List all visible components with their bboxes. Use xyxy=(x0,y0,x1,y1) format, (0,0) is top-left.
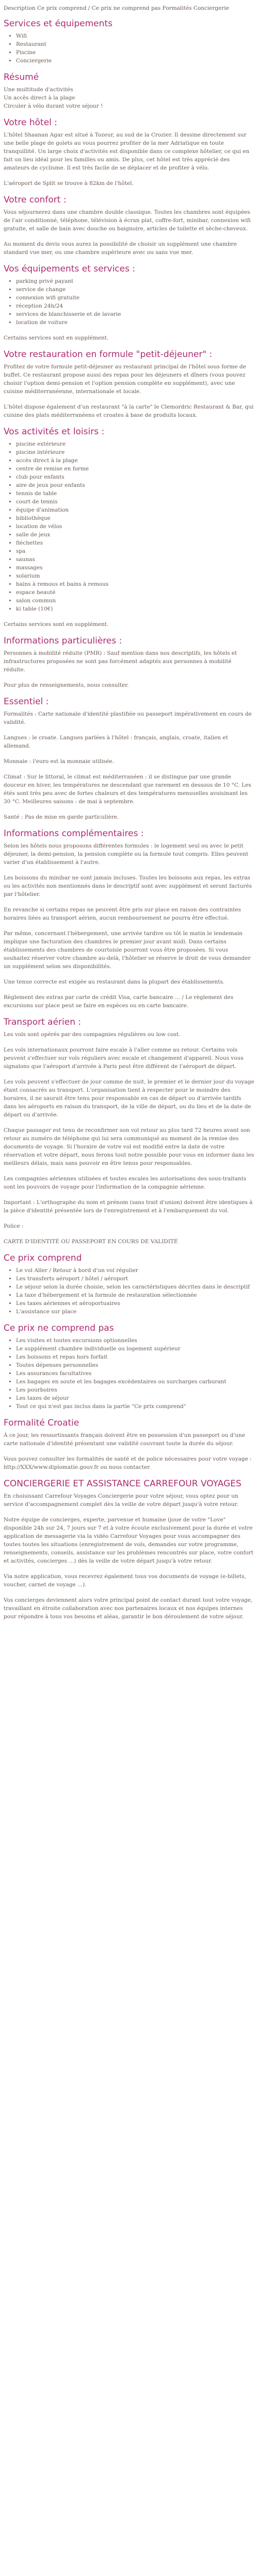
hotel-paragraph: L'hôtel Shaanan Agar est situé à Tozeur, au sud de la Crozier. Il dessine directement sur une belle plage de golets au vous pourrez profiter de la mer Adriatique en toute tranquillité. Un large choix d'activités est disponible dans ce complexe hôtelier, ce qui en fait un lieu idéal pour les familles ou amis. De plus, cet hôtel est très apprécié des amateurs de cyclisme. Il est très facile de se déplacer et de profiter à vélo. xyxy=(4,132,250,171)
description-block xyxy=(4,4,254,12)
list-item: • piscine extérieure xyxy=(16,440,254,448)
list-item: • Les pourboires xyxy=(16,1386,254,1394)
list-item: • Le vol Aller / Retour à bord d'un vol régulier xyxy=(16,1266,254,1275)
exclus-list xyxy=(4,1336,254,1411)
essentiel-paragraph: Climat : Sur le littoral, le climat est méditerranéen : il se distingue par une grande douceur en hiver, les températures ne descendant que rarement en dessous de 10 °C. Les étés sont très peu avec de fortes chaleurs et des températures mensuelles avoisinant les 30 °C. Meilleures saisons : de mai à septembre. xyxy=(4,774,251,805)
list-item: • solarium xyxy=(16,572,254,580)
list-item: • accès direct à la plage xyxy=(16,456,254,465)
list-item: • Tout ce qui n'est pas inclus dans la partie "Ce prix comprend" xyxy=(16,1402,254,1411)
list-item: • Le supplément chambre individuelle ou logement supérieur xyxy=(16,1345,254,1353)
transport-paragraph: Les vols sont opérés par des compagnies régulières ou low cost. xyxy=(4,1031,181,1038)
essentiel-paragraph: Monnaie : l'euro est la monnaie utilisée. xyxy=(4,758,114,765)
transport-paragraph: Les vols peuvent s'effectuer de jour comme de nuit, le premier et le dernier jour du voyage étant consacrés au transport. L'organisation tient à respecter pour le moindre des horaires, il ne saurait être tenu pour responsable en cas de départ ou d'arrivée tardifs dans les aéroports en raison du transport, de la ville de départ, ou du lieu et de la date de départ ou d'arrivée. xyxy=(4,1079,254,1118)
list-item: • bibliothèque xyxy=(16,514,254,522)
equipements-list xyxy=(4,277,254,327)
essentiel-heading: Essentiel : xyxy=(4,697,49,707)
list-item: • salle de jeux xyxy=(16,531,254,539)
list-item: • Toutes dépenses personnelles xyxy=(16,1361,254,1369)
list-item: • massages xyxy=(16,564,254,572)
description-line[interactable]: Description Ce prix comprend / Ce prix ne comprend pas Formalités Conciergerie xyxy=(4,5,229,11)
complementaires-paragraph: Règlement des extras par carte de crédit Visa, carte bancaire ... / Le règlement des excursions sur place peut se faire en espèces ou en carte bancaire. xyxy=(4,994,234,1009)
transport-heading: Transport aérien : xyxy=(4,1017,82,1027)
resume-block xyxy=(4,86,254,110)
list-item: • Restaurant xyxy=(16,40,254,48)
confort-paragraph: Au moment du devis vous aurez la possibilité de choisir un supplément une chambre standard vue mer, ou une chambre supérieure avec ou sans vue mer. xyxy=(4,241,237,256)
complementaires-heading: Informations complémentaires : xyxy=(4,828,144,839)
services-heading: Services et équipements xyxy=(4,19,112,29)
list-item: • fléchettes xyxy=(16,539,254,547)
formalite-heading: Formalité Croatie xyxy=(4,1418,79,1428)
resume-heading: Résumé xyxy=(4,72,39,82)
list-item: • ki table (10€) xyxy=(16,605,254,613)
list-item: • Piscine xyxy=(16,48,254,57)
list-item: • Les boissons et repas hors forfait xyxy=(16,1353,254,1361)
list-item: • club pour enfants xyxy=(16,473,254,481)
transport-paragraph: Les compagnies aériennes utilisées et toutes escales les autorisations des sous-traitants sont les pouvoirs de voyage pour l'information de la compagnie aérienne. xyxy=(4,1176,247,1190)
list-item: • Conciergerie xyxy=(16,57,254,65)
exclus-heading: Ce prix ne comprend pas xyxy=(4,1323,114,1333)
list-item: • services de blanchisserie et de lavarie xyxy=(16,310,254,318)
conciergerie-paragraph: En choisissant Carrefour Voyages Conciergerie pour votre séjour, vous optez pour un service d'accompagnement complet dès la veille de votre départ jusqu'à votre retour. xyxy=(4,1493,238,1507)
formalite-paragraph: Vous pouvez consulter les formalités de santé et de police nécessaires pour votre voyage : http://XXX/www.diplomatie.gouv.fr ou nous contacter. xyxy=(4,1456,252,1470)
list-item: • L'assistance sur place xyxy=(16,1308,254,1316)
conciergerie-heading: CONCIERGERIE ET ASSISTANCE CARREFOUR VOYAGES xyxy=(4,1479,241,1489)
confort-heading: Votre confort : xyxy=(4,195,67,205)
police-line: Police : xyxy=(4,1223,24,1229)
complementaires-paragraph: Les boissons du minibar ne sont jamais incluses. Toutes les boissons aux repas, les extras ou les activités non mentionnés dans le descriptif sont avec supplément et seront facturés par l'hôtelier. xyxy=(4,875,252,897)
complementaires-paragraph: Selon les hôtels nous proposons différentes formules : le logement seul ou avec le petit déjeuner, la demi-pension, la pension complète ou la formule tout compris. Elles peuvent varier d'un établissement à l'autre. xyxy=(4,843,249,866)
list-item: • Les taxes aériennes et aéroportuaires xyxy=(16,1299,254,1308)
resume-line: Circuler à vélo durant votre séjour ! xyxy=(4,103,103,109)
list-item: • service de change xyxy=(16,285,254,294)
list-item: • tennis de table xyxy=(16,489,254,498)
list-item: • salon commun xyxy=(16,597,254,605)
list-item: • Le séjour selon la durée choisie, selon les caractéristiques décrites dans le descriptif xyxy=(16,1283,254,1291)
restauration-paragraph: L'hôtel dispose également d'un restaurant "à la carte" le Clemordric Restaurant & Bar, qui cuisine des plats méditerranéens et croates à base de produits locaux. xyxy=(4,404,254,418)
list-item: • spa xyxy=(16,547,254,555)
infos-heading: Informations particulières : xyxy=(4,636,122,646)
conciergerie-paragraph: Vos concierges deviennent alors votre principal point de contact durant tout votre voyage, travaillant en étroite collaboration avec nos partenaires locaux et nos équipes internes pour répondre à tous vos besoins et aléas, garantir le bon déroulement de votre séjour. xyxy=(4,1597,253,1620)
complementaires-paragraph: En revanche si certains repas ne peuvent être pris sur place en raison des contraintes horaires liées au transport aérien, aucun remboursement ne pourra être effectué. xyxy=(4,907,241,921)
list-item: • Les bagages en soute et les bagages excédentaires ou surcharges carburant xyxy=(16,1378,254,1386)
essentiel-paragraph: Santé : Pas de mise en garde particulière. xyxy=(4,814,119,820)
infos-paragraph: Personnes à mobilité réduite (PMR) : Sauf mention dans nos descriptifs, les hôtels et infrastructures proposées ne sont pas forcément adaptés aux personnes à mobilité réduite. xyxy=(4,650,237,673)
essentiel-paragraph: Formalités : Carte nationale d'identité plastifiée ou passeport impérativement en cours de validité. xyxy=(4,711,252,725)
services-list xyxy=(4,32,254,65)
list-item: • La taxe d'hébergement et la formule de restauration sélectionnée xyxy=(16,1291,254,1299)
list-item: • saunas xyxy=(16,555,254,564)
activites-list xyxy=(4,440,254,613)
inclus-list xyxy=(4,1266,254,1316)
activites-note: Certains services sont en supplément. xyxy=(4,621,109,628)
transport-paragraph: Important : L'orthographe du nom et prénom (sans trait d'union) doivent être identiques à la pièce d'identité présentée lors de l'enregistrement et à l'embarquement du vol. xyxy=(4,1199,253,1214)
hotel-heading: Votre hôtel : xyxy=(4,117,58,128)
list-item: • piscine intérieure xyxy=(16,448,254,456)
complementaires-paragraph: Par même, concernant l'hébergement, une arrivée tardive ou tôt le matin le lendemain implique une facturation des chambres le premier jour avant midi. Dans certains établissements des chambres de courtoisie pourront vous être proposées. Si vous souhaitez réserver votre chambre au-delà, l'hôtelier se réserve le droit de vous demander un supplément selon ses disponibilités. xyxy=(4,930,251,970)
infos-paragraph: Pour plus de renseignements, nous consulter. xyxy=(4,682,129,688)
list-item: • bains à remous et bains à remous xyxy=(16,580,254,588)
list-item: • aire de jeux pour enfants xyxy=(16,481,254,489)
equipements-note: Certains services sont en supplément. xyxy=(4,335,109,341)
confort-paragraph: Vous séjournerez dans une chambre double classique. Toutes les chambres sont équipées de l'air conditionné, téléphone, télévision à écran plat, coffre-fort, minibar, connexion wifi gratuite, et salle de bain avec douche ou baignoire, articles de toilette et sèche-cheveux. xyxy=(4,209,251,232)
list-item: • location de vélos xyxy=(16,522,254,531)
restauration-paragraph: Profitez de votre formule petit-déjeuner au restaurant principal de l'hôtel sous forme de buffet. Ce restaurant propose aussi des repas pour les déjeuners et dîners (vous pouvez choisir l'option demi-pension et l'option pension complète en supplément), avec une cuisine méditerranéenne, internationale et locale. xyxy=(4,364,246,395)
list-item: • location de voiture xyxy=(16,318,254,327)
list-item: • réception 24h/24 xyxy=(16,302,254,310)
formalite-paragraph: À ce jour, les ressortissants français doivent être en possession d'un passeport ou d'une carte nationale d'identité présentant une validité couvrant toute la durée du séjour. xyxy=(4,1432,245,1447)
list-item: • court de tennis xyxy=(16,498,254,506)
list-item: • Les taxes de séjour xyxy=(16,1394,254,1402)
transport-paragraph: Les vols internationaux pourront faire escale à l'aller comme au retour. Certains vols peuvent s'effectuer sur vols réguliers avec escale et changement d'appareil. Nous vous signalons que l'aéroport d'arrivée à Paris peut être différent de l'aéroport de départ. xyxy=(4,1047,244,1070)
list-item: • Les transferts aéroport / hôtel / aéroport xyxy=(16,1275,254,1283)
list-item: • Les visites et toutes excursions optionnelles xyxy=(16,1336,254,1345)
resume-line: Un accès direct à la plage xyxy=(4,95,75,101)
list-item: • équipe d'animation xyxy=(16,506,254,514)
conciergerie-paragraph: Via notre application, vous recevrez également tous vos documents de voyage (e-billets, voucher, carnet de voyage ...). xyxy=(4,1573,246,1588)
restauration-heading: Votre restauration en formule "petit-déjeuner" : xyxy=(4,349,213,360)
complementaires-paragraph: Une tenue correcte est exigée au restaurant dans la plupart des établissements. xyxy=(4,979,225,985)
carte-identite-line: CARTE D'IDENTITÉ OU PASSEPORT EN COURS DE VALIDITÉ xyxy=(4,1239,178,1245)
hotel-paragraph: L'aéroport de Split se trouve à 82km de l'hôtel. xyxy=(4,180,134,187)
essentiel-paragraph: Langues : le croate. Langues parlées à l'hôtel : français, anglais, croate, italien et allemand. xyxy=(4,735,228,749)
list-item: • connexion wifi gratuite xyxy=(16,294,254,302)
activites-heading: Vos activités et loisirs : xyxy=(4,427,105,437)
list-item: • Wifi xyxy=(16,32,254,40)
list-item: • centre de remise en forme xyxy=(16,465,254,473)
list-item: • espace beauté xyxy=(16,588,254,597)
equipements-heading: Vos équipements et services : xyxy=(4,264,136,274)
conciergerie-paragraph: Notre équipe de concierges, experte, parvenue et humaine (joue de votre "Love" disponible 24h sur 24, 7 jours sur 7 et à votre écoute exclusivement pour la durée et votre application de messagerie via la vidéo Carrefour Voyages pour vous accompagner des toutes toutes les situations (enregistrement de vols, demandes sur votre programme, renseignements, conseils, assistance sur les problèmes rencontrés sur place, votre confort et activités, concierges ...) dès la veille de votre départ jusqu'à votre retour. xyxy=(4,1517,253,1564)
list-item: • parking privé payant xyxy=(16,277,254,285)
list-item: • Les assurances facultatives xyxy=(16,1369,254,1378)
resume-line: Une multitude d'activités xyxy=(4,87,73,93)
inclus-heading: Ce prix comprend xyxy=(4,1253,82,1263)
transport-paragraph: Chaque passager est tenu de reconfirmer son vol retour au plus tard 72 heures avant son retour au numéro de téléphone qui lui sera communiqué au moment de la remise des documents de voyage. Si l'horaire de votre vol est modifié entre la date de votre réservation et votre départ, nous ferons tout notre possible pour vous en informer dans les meilleurs délais, mais sans pouvoir en être tenus pour responsables. xyxy=(4,1127,254,1166)
